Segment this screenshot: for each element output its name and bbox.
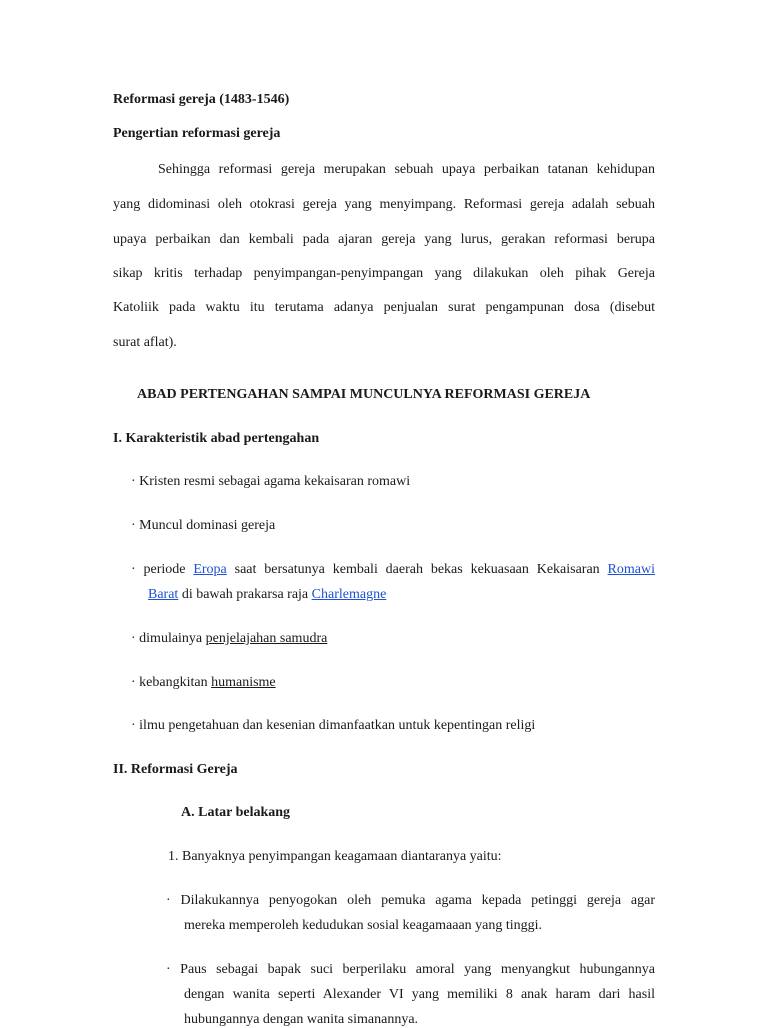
sub-bullet-2-line-2: dengan wanita seperti Alexander VI yang memiliki 8 anak haram dari hasil bbox=[184, 987, 655, 1002]
para-line-1: Sehingga reformasi gereja merupakan sebuah upaya perbaikan tatanan kehidupan bbox=[158, 162, 655, 177]
sub-bullet-2-line-1: · Paus sebagai bapak suci berperilaku amoral yang menyangkut hubungannya bbox=[166, 962, 655, 977]
bullet-5: · kebangkitan humanisme bbox=[131, 675, 276, 690]
link-charlemagne[interactable]: Charlemagne bbox=[311, 587, 387, 602]
center-heading: ABAD PERTENGAHAN SAMPAI MUNCULNYA REFORMASI GEREJA bbox=[137, 387, 591, 402]
link-romawi[interactable]: Romawi bbox=[607, 562, 655, 577]
doc-title: Reformasi gereja (1483-1546) bbox=[113, 92, 290, 107]
bullet-6: · ilmu pengetahuan dan kesenian dimanfaatkan untuk kepentingan religi bbox=[131, 718, 536, 733]
bullet-1: · Kristen resmi sebagai agama kekaisaran romawi bbox=[131, 474, 411, 489]
link-humanisme[interactable]: humanisme bbox=[211, 675, 276, 690]
section-1-heading: I. Karakteristik abad pertengahan bbox=[113, 431, 320, 446]
bullet-3-line-1: · periode Eropa saat bersatunya kembali daerah bekas kekuasaan Kekaisaran Romawi bbox=[131, 562, 655, 577]
subsection-a-heading: A. Latar belakang bbox=[181, 805, 291, 820]
bullet-2: · Muncul dominasi gereja bbox=[131, 518, 276, 533]
section-2-heading: II. Reformasi Gereja bbox=[113, 762, 238, 777]
sub-bullet-2-line-3: hubungannya dengan wanita simanannya. bbox=[184, 1012, 419, 1027]
link-barat[interactable]: Barat bbox=[148, 587, 179, 602]
bullet-3-line-2: Barat di bawah prakarsa raja Charlemagne bbox=[148, 587, 387, 602]
sub-bullet-1-line-1: · Dilakukannya penyogokan oleh pemuka agama kepada petinggi gereja agar bbox=[166, 893, 655, 908]
bullet-4: · dimulainya penjelajahan samudra bbox=[131, 631, 328, 646]
numbered-item-1: 1. Banyaknya penyimpangan keagamaan diantaranya yaitu: bbox=[168, 849, 502, 864]
doc-subtitle: Pengertian reformasi gereja bbox=[113, 126, 281, 141]
link-eropa[interactable]: Eropa bbox=[193, 562, 227, 577]
sub-bullet-1-line-2: mereka memperoleh kedudukan sosial keagamaaan yang tinggi. bbox=[184, 918, 543, 933]
link-penjelajahan-samudra[interactable]: penjelajahan samudra bbox=[205, 631, 328, 646]
para-line-4: sikap kritis terhadap penyimpangan-penyimpangan yang dilakukan oleh pihak Gereja bbox=[113, 266, 655, 281]
para-line-2: yang didominasi oleh otokrasi gereja yang menyimpang. Reformasi gereja adalah sebuah bbox=[113, 197, 655, 212]
para-line-3: upaya perbaikan dan kembali pada ajaran gereja yang lurus, gerakan reformasi berupa bbox=[113, 232, 655, 247]
para-line-6: surat aflat). bbox=[113, 335, 177, 350]
para-line-5: Katoliik pada waktu itu terutama adanya penjualan surat pengampunan dosa (disebut bbox=[113, 300, 655, 315]
